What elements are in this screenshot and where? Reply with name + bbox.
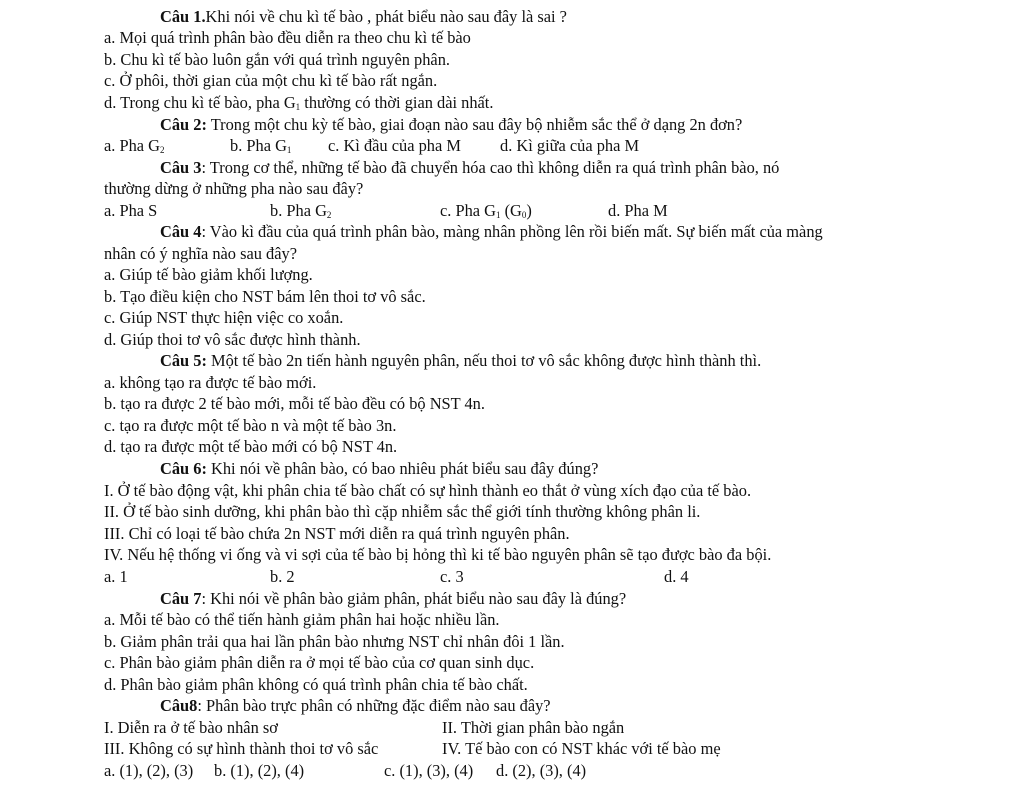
q1-option-d: d. Trong chu kì tế bào, pha $G_1$ thường có thời gian dài nhất. (104, 93, 494, 112)
q8-statement-ii: II. Thời gian phân bào ngắn (442, 718, 625, 737)
q3-stem-line-2: thường dừng ở những pha nào sau đây? (104, 179, 364, 198)
q4-label: Câu 4 (160, 222, 202, 241)
q8-option-d: d. (2), (3), (4) (496, 761, 587, 780)
q8-label: Câu8 (160, 696, 198, 715)
q8-stem-line: Câu8: Phân bào trực phân có những đặc điểm nào sau đây? (160, 696, 551, 715)
q1-option-b: b. Chu kì tế bào luôn gắn với quá trình nguyên phân. (104, 50, 450, 69)
q2-option-c: c. Kì đầu của pha M (328, 136, 461, 155)
q4-option-b: b. Tạo điều kiện cho NST bám lên thoi tơ vô sắc. (104, 287, 426, 306)
q2-option-b: b. Pha $G_1$ (230, 136, 292, 155)
q7-option-a: a. Mỗi tế bào có thể tiến hành giảm phân hai hoặc nhiều lần. (104, 610, 500, 629)
q2-options-row (104, 136, 804, 156)
q4-option-c: c. Giúp NST thực hiện việc co xoắn. (104, 308, 344, 327)
q2-stem: Trong một chu kỳ tế bào, giai đoạn nào sau đây bộ nhiễm sắc thể ở dạng 2n đơn? (206, 115, 743, 134)
q4-option-d: d. Giúp thoi tơ vô sắc được hình thành. (104, 330, 361, 349)
q6-statement-ii: II. Ở tế bào sinh dưỡng, khi phân bào thì cặp nhiễm sắc thể giới tính thường không phân li. (104, 502, 701, 521)
q4-option-a: a. Giúp tế bào giảm khối lượng. (104, 265, 313, 284)
q4-stem-line-2: nhân có ý nghĩa nào sau đây? (104, 244, 297, 263)
q6-option-d: d. 4 (664, 567, 689, 586)
q8-option-a: a. (1), (2), (3) (104, 761, 194, 780)
q3-option-c: c. Pha $G_1$ $(G_0)$ (440, 201, 532, 220)
q2-option-d: d. Kì giữa của pha M (500, 136, 640, 155)
q7-stem-line: Câu 7: Khi nói về phân bào giảm phân, phát biểu nào sau đây là đúng? (160, 589, 627, 608)
q6-statement-iv: IV. Nếu hệ thống vi ống và vi sợi của tế bào bị hỏng thì ki tế bào nguyên phân sẽ tạo được bào đa bội. (104, 545, 772, 564)
q8-options-row (104, 761, 804, 781)
q2-option-a: a. Pha $G_2$ (104, 136, 165, 155)
q7-label: Câu 7 (160, 589, 202, 608)
q1-option-c: c. Ở phôi, thời gian của một chu kì tế bào rất ngắn. (104, 71, 438, 90)
q7-option-b: b. Giảm phân trải qua hai lần phân bào nhưng NST chỉ nhân đôi 1 lần. (104, 632, 565, 651)
q6-stem-line: Câu 6: Khi nói về phân bào, có bao nhiêu phát biểu sau đây đúng? (160, 459, 599, 478)
q8-statement-i: I. Diễn ra ở tế bào nhân sơ (104, 718, 278, 737)
q5-option-a: a. không tạo ra được tế bào mới. (104, 373, 317, 392)
q6-options-row (104, 567, 804, 587)
q3-option-b: b. Pha $G_2$ (270, 201, 332, 220)
q8-statements-row-2 (104, 739, 804, 759)
q3-option-a: a. Pha S (104, 201, 158, 220)
q5-option-b: b. tạo ra được 2 tế bào mới, mỗi tế bào đều có bộ NST 4n. (104, 394, 485, 413)
q3-options-row (104, 201, 804, 221)
q8-option-b: b. (1), (2), (4) (214, 761, 305, 780)
q6-option-a: a. 1 (104, 567, 128, 586)
q6-option-b: b. 2 (270, 567, 295, 586)
q5-option-d: d. tạo ra được một tế bào mới có bộ NST 4n. (104, 437, 398, 456)
q1-option-a: a. Mọi quá trình phân bào đều diễn ra theo chu kì tế bào (104, 28, 471, 47)
q8-statement-iv: IV. Tế bào con có NST khác với tế bào mẹ (442, 739, 721, 758)
q3-stem-line-1: Câu 3: Trong cơ thể, những tế bào đã chuyển hóa cao thì không diễn ra quá trình phân bào, nó (160, 158, 780, 177)
q8-statement-iii: III. Không có sự hình thành thoi tơ vô sắc (104, 739, 379, 758)
q1-label: Câu 1. (160, 7, 206, 26)
q8-option-c: c. (1), (3), (4) (384, 761, 474, 780)
q5-stem-line: Câu 5: Một tế bào 2n tiến hành nguyên phân, nếu thoi tơ vô sắc không được hình thành thì. (160, 351, 762, 370)
q2-label: Câu 2: (160, 115, 207, 134)
q1-stem-line (160, 7, 567, 27)
q6-statement-iii: III. Chỉ có loại tế bào chứa 2n NST mới diễn ra quá trình nguyên phân. (104, 524, 570, 543)
q6-statement-i: I. Ở tế bào động vật, khi phân chia tế bào chất có sự hình thành eo thắt ở vùng xích đạo của tế bào. (104, 481, 752, 500)
q8-statements-row-1 (104, 718, 804, 738)
q6-label: Câu 6: (160, 459, 207, 478)
q7-option-c: c. Phân bào giảm phân diễn ra ở mọi tế bào của cơ quan sinh dục. (104, 653, 535, 672)
q5-label: Câu 5: (160, 351, 207, 370)
q6-option-c: c. 3 (440, 567, 464, 586)
q2-stem-line (160, 115, 742, 135)
q7-option-d: d. Phân bào giảm phân không có quá trình phân chia tế bào chất. (104, 675, 528, 694)
q1-stem: Khi nói về chu kì tế bào , phát biểu nào sau đây là sai ? (205, 7, 567, 26)
q5-option-c: c. tạo ra được một tế bào n và một tế bào 3n. (104, 416, 397, 435)
q4-stem-line-1: Câu 4: Vào kì đầu của quá trình phân bào, màng nhân phồng lên rồi biến mất. Sự biến mất của màng (160, 222, 823, 241)
q3-label: Câu 3 (160, 158, 202, 177)
q3-option-d: d. Pha M (608, 201, 668, 220)
